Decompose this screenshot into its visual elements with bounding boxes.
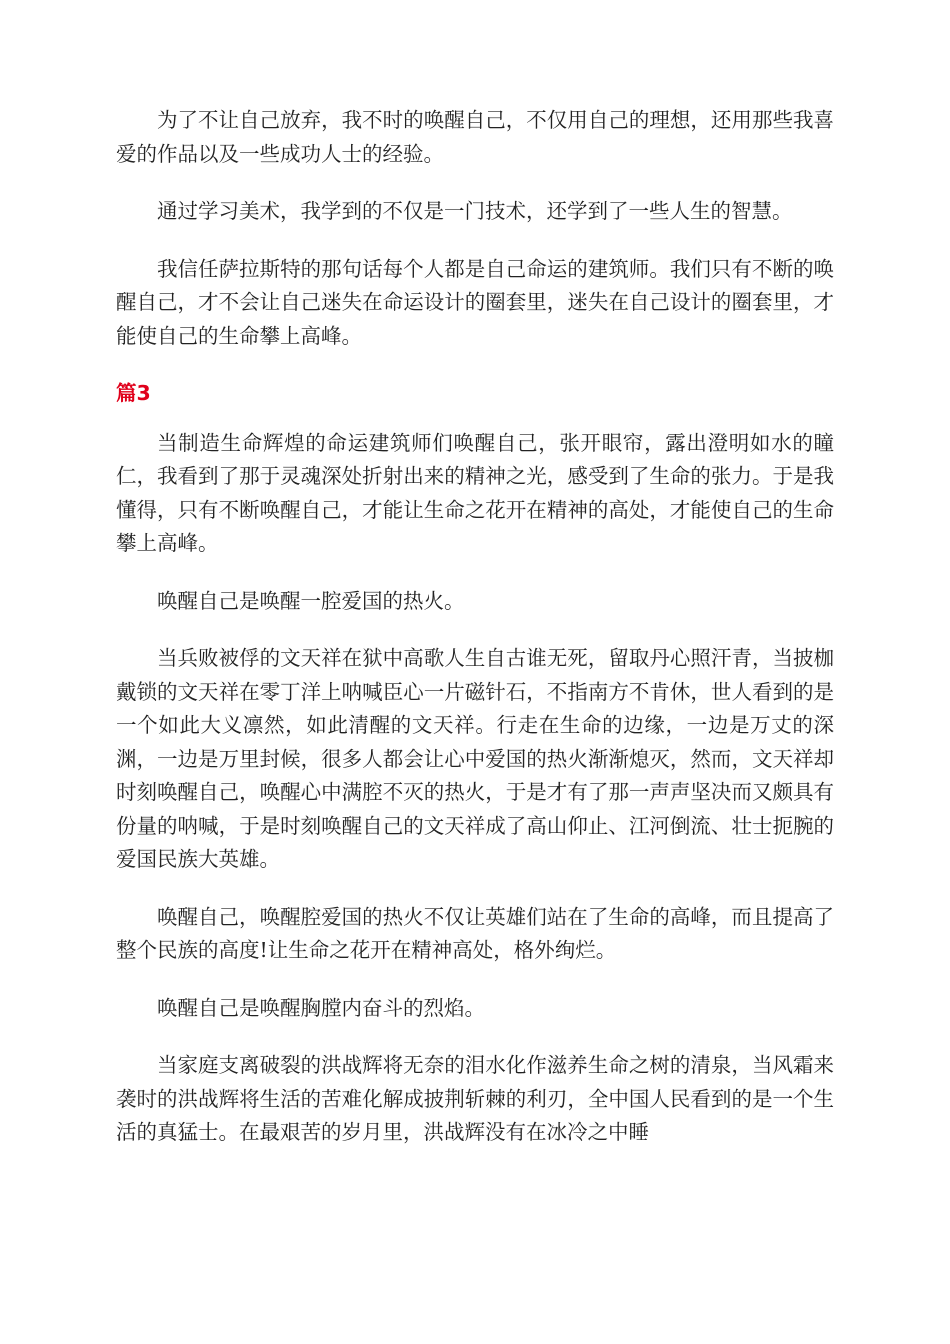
section-heading: 篇3 — [116, 381, 151, 405]
paragraph-2: 通过学习美术，我学到的不仅是一门技术，还学到了一些人生的智慧。 — [157, 199, 793, 223]
paragraph-5: 唤醒自己是唤醒一腔爱国的热火。 — [157, 588, 465, 613]
paragraph-7: 唤醒自己，唤醒腔爱国的热火不仅让英雄们站在了生命的高峰，而且提高了整个民族的高度!让生命之花开在精神高处，格外绚烂。 — [116, 904, 834, 962]
paragraph-6: 当兵败被俘的文天祥在狱中高歌人生自古谁无死，留取丹心照汗青，当披枷戴锁的文天祥在零丁洋上呐喊臣心一片磁针石，不指南方不肯休，世人看到的是一个如此大义凛然，如此清醒的文天祥。行走在生命的边缘，一边是万丈的深渊，一边是万里封候，很多人都会让心中爱国的热火渐渐熄灭，然而，文天祥却时刻唤醒自己，唤醒心中满腔不灭的热火，于是才有了那一声声坚决而又颇具有份量的呐喊，于是时刻唤醒自己的文天祥成了高山仰止、江河倒流、壮士扼腕的爱国民族大英雄。 — [116, 646, 834, 871]
paragraph-4: 当制造生命辉煌的命运建筑师们唤醒自己，张开眼帘，露出澄明如水的瞳仁，我看到了那于灵魂深处折射出来的精神之光，感受到了生命的张力。于是我懂得，只有不断唤醒自己，才能让生命之花开在精神的高处，才能使自己的生命攀上高峰。 — [116, 430, 834, 555]
paragraph-1: 为了不让自己放弃，我不时的唤醒自己，不仅用自己的理想，还用那些我喜爱的作品以及一些成功人士的经验。 — [116, 108, 834, 166]
paragraph-9: 当家庭支离破裂的洪战辉将无奈的泪水化作滋养生命之树的清泉，当风霜来袭时的洪战辉将生活的苦难化解成披荆斩棘的利刃，全中国人民看到的是一个生活的真猛士。在最艰苦的岁月里，洪战辉没有在冰冷之中睡 — [116, 1053, 834, 1144]
paragraph-8: 唤醒自己是唤醒胸膛内奋斗的烈焰。 — [157, 995, 485, 1020]
document-page — [116, 104, 834, 1174]
paragraph-3: 我信任萨拉斯特的那句话每个人都是自己命运的建筑师。我们只有不断的唤醒自己，才不会让自己迷失在命运设计的圈套里，迷失在自己设计的圈套里，才能使自己的生命攀上高峰。 — [116, 256, 834, 348]
